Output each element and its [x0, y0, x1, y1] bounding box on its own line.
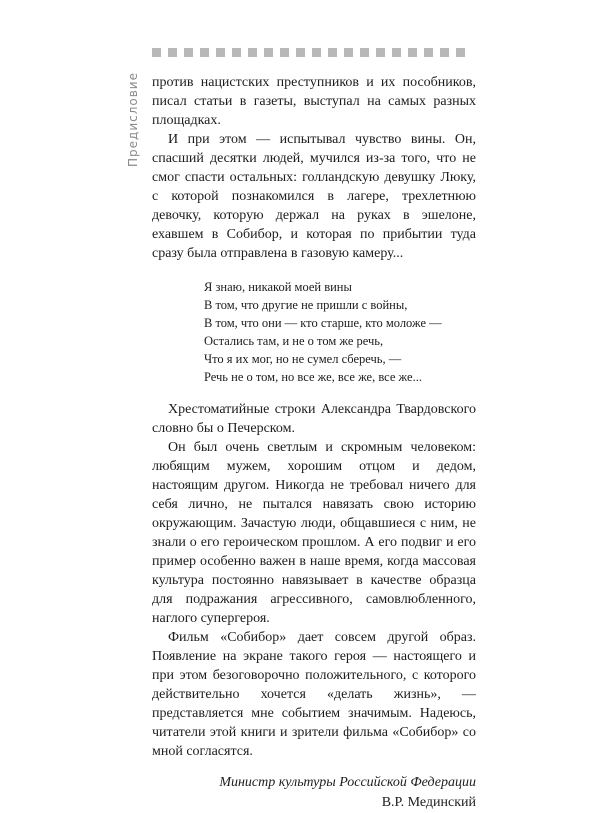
paragraph: И при этом — испытывал чувство вины. Он, спасший десятки людей, мучился из-за того, что не смог спасти остальных: голландскую девушку Люку, с которой познакомился в лагере, трехлетнюю девочку, которую держал на руках в эшелоне, ехавшем в Собибор, и которая по прибытии туда сразу была отправлена в газовую камеру...	[152, 132, 476, 261]
header-square	[376, 48, 385, 57]
poem-quote	[204, 278, 476, 386]
header-square	[152, 48, 161, 57]
header-square	[232, 48, 241, 57]
header-square	[248, 48, 257, 57]
header-square	[360, 48, 369, 57]
signature-name: В.Р. Мединский	[381, 795, 476, 810]
paragraph: против нацистских преступников и их пособников, писал статьи в газеты, выступал на самых разных площадках.	[152, 75, 476, 128]
header-square	[168, 48, 177, 57]
header-square	[456, 48, 465, 57]
header-square	[296, 48, 305, 57]
signature-title: Министр культуры Российской Федерации	[219, 775, 476, 790]
header-square	[408, 48, 417, 57]
poem-line: В том, что они — кто старше, кто моложе —	[204, 316, 442, 330]
header-square	[344, 48, 353, 57]
paragraph: Он был очень светлым и скромным человеком: любящим мужем, хорошим отцом и дедом, настоящим другом. Никогда не требовал ничего для себя лично, не пытался навязать свою историю окружающим. Зачастую люди, общавшиеся с ним, не знали о его героическом прошлом. А его подвиг и его пример особенно важен в наше время, когда массовая культура постоянно навязывает в качестве образца для подражания агрессивного, самовлюбленного, наглого супергероя.	[152, 440, 476, 626]
header-square	[312, 48, 321, 57]
header-square	[424, 48, 433, 57]
poem-line: Что я их мог, но не сумел сберечь, —	[204, 352, 402, 366]
header-square	[216, 48, 225, 57]
header-square	[392, 48, 401, 57]
header-square	[280, 48, 289, 57]
running-head: Предисловие	[126, 72, 140, 167]
header-square	[328, 48, 337, 57]
paragraph: Хрестоматийные строки Александра Твардовского словно бы о Печерском.	[152, 402, 476, 436]
header-square	[440, 48, 449, 57]
header-square	[200, 48, 209, 57]
header-square	[184, 48, 193, 57]
poem-line: Я знаю, никакой моей вины	[204, 280, 352, 294]
page-body	[152, 73, 476, 813]
poem-line: Остались там, и не о том же речь,	[204, 334, 384, 348]
header-square	[264, 48, 273, 57]
paragraph: Фильм «Собибор» дает совсем другой образ. Появление на экране такого героя — настоящего и при этом безоговорочно положительного, с которого действительно хочется «делать жизнь», — представляется мне событием значимым. Надеюсь, читатели этой книги и зрители фильма «Собибор» со мной согласятся.	[152, 630, 476, 759]
poem-line: В том, что другие не пришли с войны,	[204, 298, 408, 312]
header-square-row	[152, 48, 465, 57]
poem-line: Речь не о том, но все же, все же, все же...	[204, 370, 422, 384]
